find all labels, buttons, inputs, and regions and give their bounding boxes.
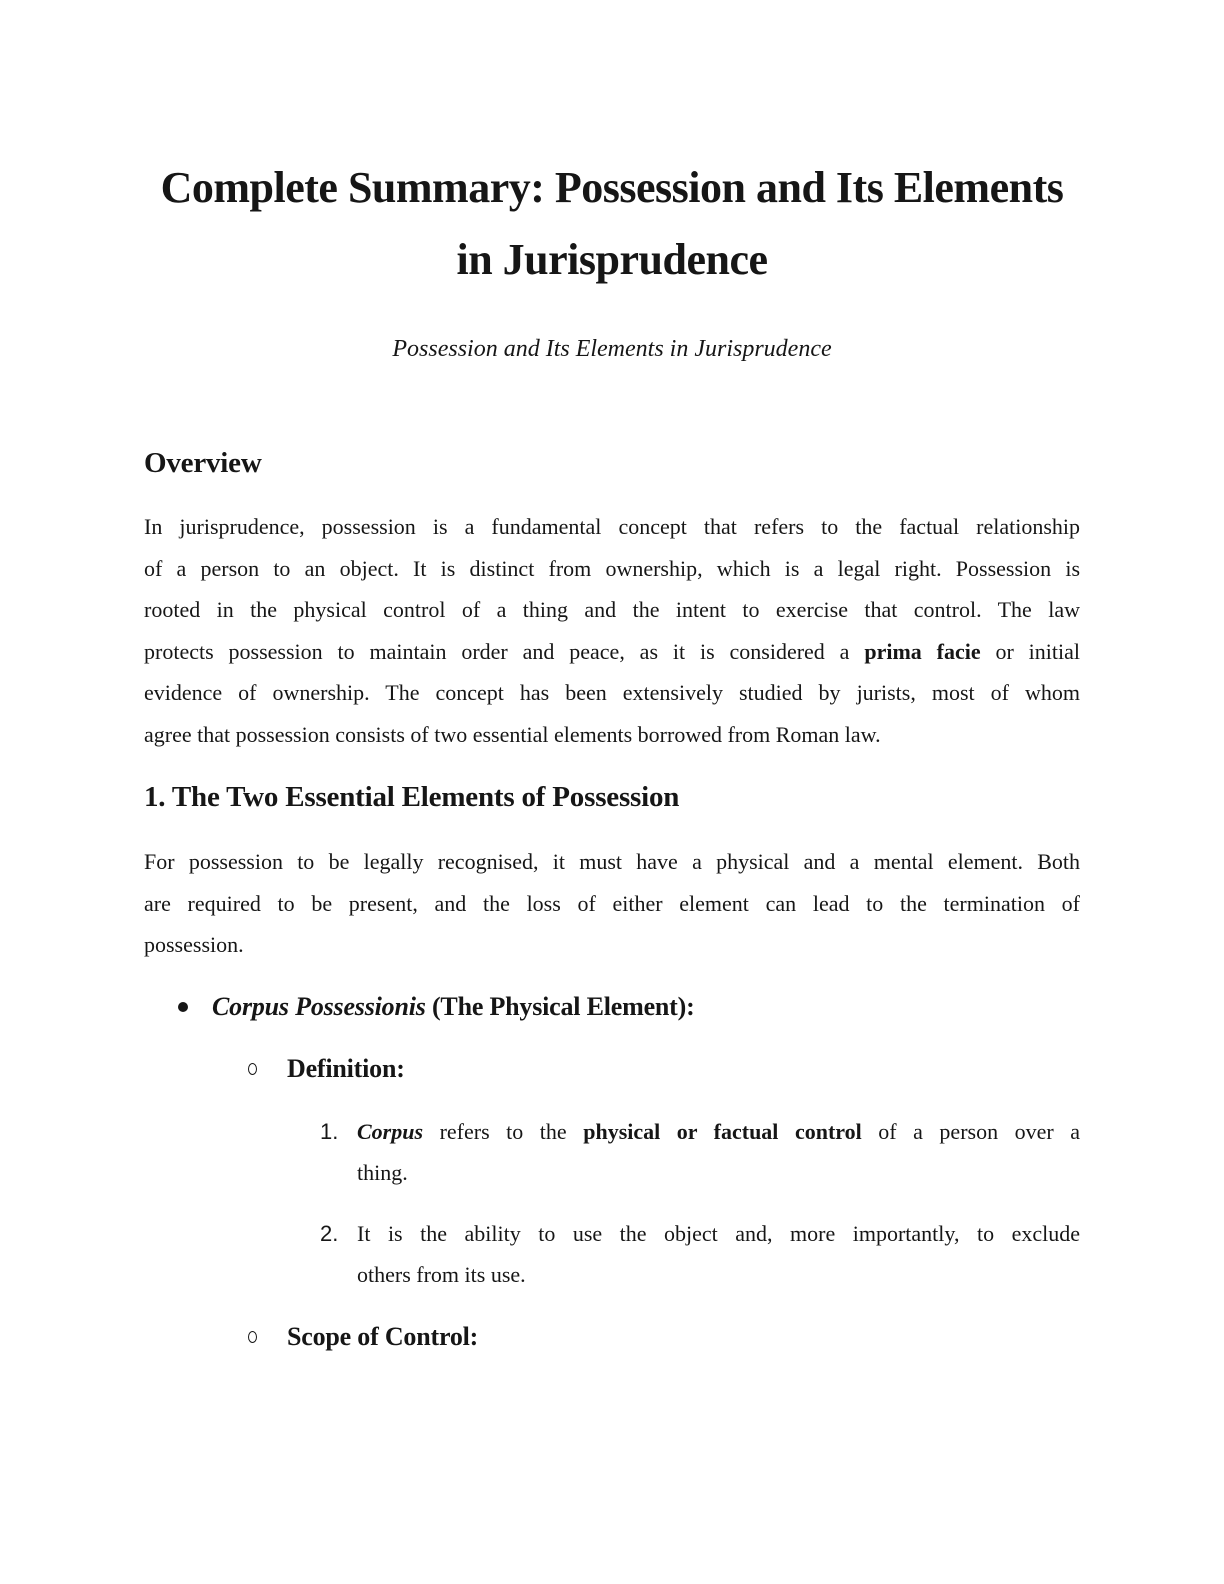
text-line: For possession to be legally recognised, it must have a physical and a mental element. Both xyxy=(144,849,1080,874)
list-item-corpus-possessionis xyxy=(144,986,1080,1029)
title-line-2: in Jurisprudence xyxy=(456,235,768,284)
text-line: agree that possession consists of two essential elements borrowed from Roman law. xyxy=(144,721,881,747)
numbered-item-2-text xyxy=(357,1213,1080,1296)
text-line: evidence of ownership. The concept has been extensively studied by jurists, most of whom xyxy=(144,680,1080,705)
numbered-item-2 xyxy=(144,1213,1080,1296)
text-line: rooted in the physical control of a thing and the intent to exercise that control. The law xyxy=(144,597,1080,622)
list-item-definition xyxy=(144,1048,1080,1092)
list-item-corpus-possessionis-label: Corpus Possessionis (The Physical Element): xyxy=(212,991,695,1021)
text-line: Corpus refers to the physical or factual control of a person over a xyxy=(357,1118,1080,1144)
numbered-item-1-text xyxy=(357,1111,1080,1194)
text-line: of a person to an object. It is distinct from ownership, which is a legal right. Possession is xyxy=(144,555,1080,581)
overview-paragraph xyxy=(144,506,1080,755)
filled-bullet-icon xyxy=(178,986,212,1029)
text-line: are required to be present, and the loss of either element can lead to the termination of xyxy=(144,890,1080,916)
list-number-1: 1. xyxy=(320,1118,339,1144)
text-line: protects possession to maintain order and peace, as it is considered a prima facie or initial xyxy=(144,638,1081,664)
document-title xyxy=(144,152,1080,296)
section1-paragraph xyxy=(144,841,1080,966)
text-line: possession. xyxy=(144,932,244,957)
numbered-item-1 xyxy=(144,1111,1080,1194)
title-line-1: Complete Summary: Possession and Its Elements xyxy=(160,163,1064,212)
list-item-scope-of-control xyxy=(144,1316,1080,1360)
document-subtitle: Possession and Its Elements in Jurisprudence xyxy=(392,336,832,362)
list-number-2: 2. xyxy=(320,1220,339,1246)
overview-heading: Overview xyxy=(144,447,262,479)
list-item-scope-of-control-label: Scope of Control: xyxy=(287,1321,479,1351)
text-line: thing. xyxy=(357,1160,408,1185)
text-line: It is the ability to use the object and, more importantly, to exclude xyxy=(357,1220,1080,1246)
list-item-definition-label: Definition: xyxy=(287,1054,405,1083)
hollow-bullet-icon xyxy=(248,1316,287,1360)
section1-heading: 1. The Two Essential Elements of Possession xyxy=(144,781,680,813)
text-line: In jurisprudence, possession is a fundamental concept that refers to the factual relationship xyxy=(144,514,1080,539)
text-line: others from its use. xyxy=(357,1262,526,1287)
hollow-bullet-icon xyxy=(248,1048,287,1092)
